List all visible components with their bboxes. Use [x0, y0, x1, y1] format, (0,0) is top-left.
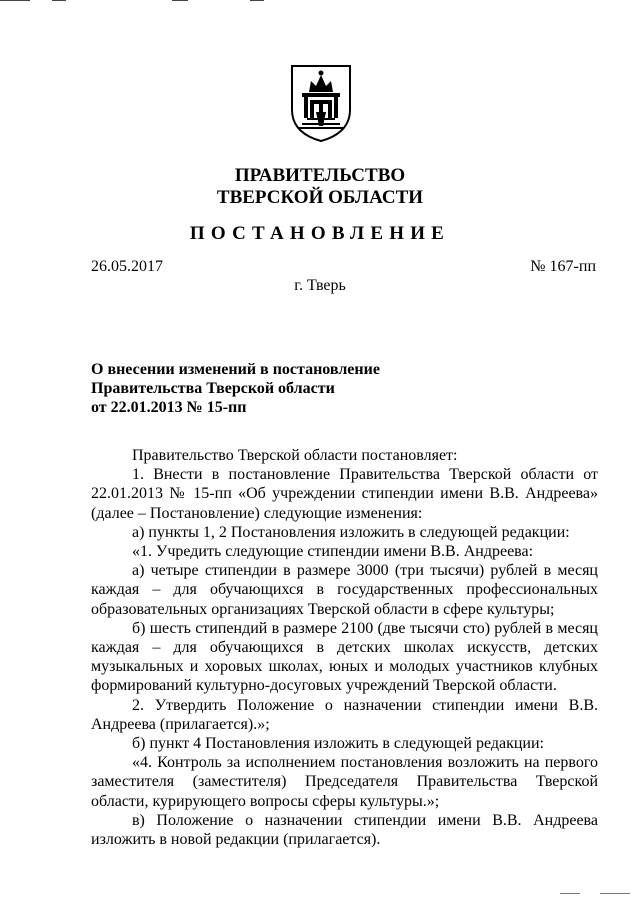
- subject-line: от 22.01.2013 № 15-пп: [91, 399, 247, 416]
- subject-line: Правительства Тверской области: [91, 380, 335, 397]
- scan-artifact: [52, 0, 66, 1]
- body-paragraph: «1. Учредить следующие стипендии имени В.В. Андреева:: [132, 543, 534, 561]
- body-paragraph: б) пункт 4 Постановления изложить в следующей редакции:: [132, 735, 544, 753]
- body-paragraph: в) Положение о назначении стипендии имени В.В. Андреева изложить в новой редакции (прилагается).: [91, 811, 598, 849]
- body-paragraph: Правительство Тверской области постановляет:: [132, 447, 458, 464]
- body-paragraph: «4. Контроль за исполнением постановления возложить на первого заместителя (заместителя) Председателя Правительства Тверской области, курирующего вопросы сферы культуры.»;: [91, 754, 598, 810]
- government-name-line1: ПРАВИТЕЛЬСТВО: [234, 165, 406, 186]
- government-name-line2: ТВЕРСКОЙ ОБЛАСТИ: [216, 187, 424, 208]
- body-paragraph: а) пункты 1, 2 Постановления изложить в следующей редакции:: [132, 523, 570, 541]
- document-body: [91, 446, 598, 849]
- document-city: г. Тверь: [294, 277, 346, 294]
- coat-of-arms-emblem: [290, 64, 352, 142]
- subject-line: О внесении изменений в постановление: [91, 361, 380, 378]
- scan-artifact: [0, 0, 30, 1]
- body-paragraph: 1. Внести в постановление Правительства Тверской области от 22.01.2013 № 15-пп «Об учреждении стипендии имени В.В. Андреева» (далее – Постановление) следующие изменения:: [91, 466, 598, 522]
- document-subject: [91, 360, 380, 417]
- document-date: 26.05.2017: [91, 258, 163, 275]
- scan-artifact: [172, 0, 188, 1]
- scan-artifact: [250, 0, 264, 1]
- body-paragraph: б) шесть стипендий в размере 2100 (две тысячи сто) рублей в месяц каждая – для обучающихся в детских школах искусств, детских музыкальных и хоровых школах, юных и молодых участников клубных формирований культурно-досуговых учреждений Тверской области.: [91, 619, 598, 695]
- body-paragraph: 2. Утвердить Положение о назначении стипендии имени В.В. Андреева (прилагается).»;: [91, 696, 598, 733]
- scan-artifact: [560, 893, 580, 894]
- document-number: № 167-пп: [530, 258, 596, 275]
- body-paragraph: а) четыре стипендии в размере 3000 (три тысячи) рублей в месяц каждая – для обучающихся в государственных профессиональных образовательных организациях Тверской области в сфере культуры;: [91, 562, 598, 618]
- scan-artifact: [600, 893, 630, 894]
- document-type-title: ПОСТАНОВЛЕНИЕ: [189, 223, 451, 244]
